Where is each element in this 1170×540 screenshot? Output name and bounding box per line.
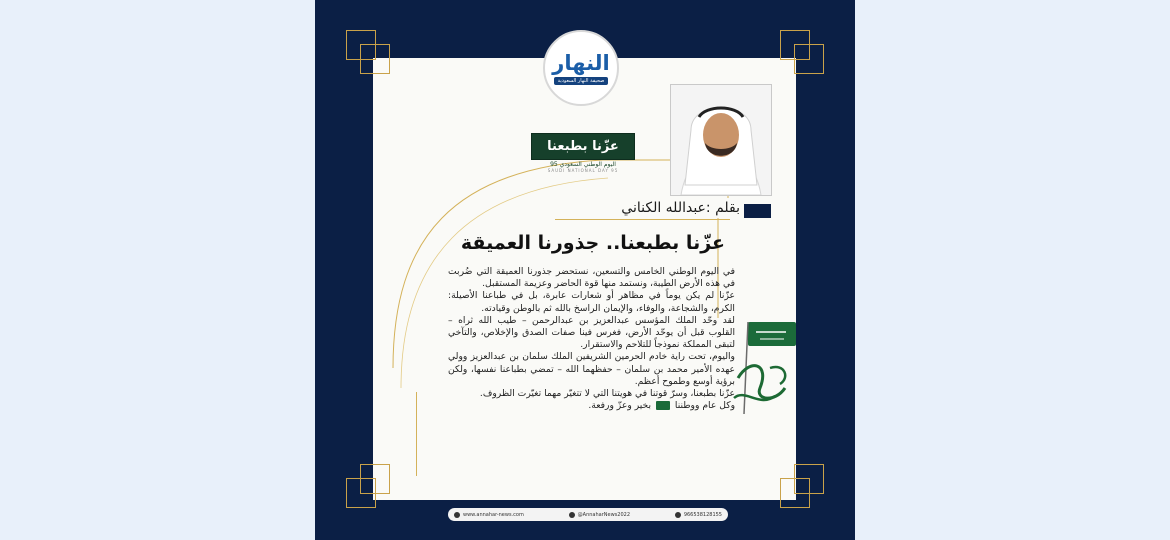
globe-icon: [454, 512, 460, 518]
national-day-emblem: [730, 318, 800, 414]
badge-title: عزّنا بطبعنا: [531, 133, 635, 160]
article-paragraph: واليوم، تحت راية خادم الحرمين الشريفين الملك سلمان بن عبدالعزيز وولي عهده الأمير محمد بن سلمان – حفظهما الله – تمضي بطباعنا نفسها، ولكن برؤية أوسع وطموح أعظم.: [448, 351, 735, 387]
corner-decoration: [794, 464, 824, 494]
saudi-flag-icon: [656, 401, 670, 410]
article-title: عزّنا بطبعنا.. جذورنا العميقة: [460, 232, 725, 254]
whatsapp-icon: [675, 512, 681, 518]
divider-line: [555, 219, 730, 220]
badge-subtitle: اليوم الوطني السعودي 95: [550, 161, 616, 168]
author-marker: [744, 204, 771, 218]
phone-text: 966538128155: [683, 511, 722, 518]
corner-decoration: [794, 44, 824, 74]
article-paragraph: في اليوم الوطني الخامس والتسعين، نستحضر جذورنا العميقة التي ضُربت في هذه الأرض الطيبة، ونستمد منها قوة الحاضر وعزيمة المستقبل.: [448, 266, 735, 290]
article-closing: [448, 400, 735, 412]
footer-bar: [448, 508, 728, 521]
author-photo: [670, 84, 772, 196]
divider-line: [416, 392, 417, 476]
badge-subtitle-en: SAUDI NATIONAL DAY 95: [547, 168, 619, 173]
footer-phone[interactable]: [675, 512, 722, 518]
logo-text: النهار: [552, 50, 610, 75]
article-paragraph: عزّنا لم يكن يوماً في مظاهر أو شعارات عابرة، بل في طباعنا الأصيلة: الكرم، والشجاعة، والوفاء، والإيمان الراسخ بالله ثم بالوطن وقيادته.: [448, 290, 735, 314]
footer-website[interactable]: [454, 512, 524, 518]
article-paragraph: لقد وحّد الملك المؤسس عبدالعزيز بن عبدالرحمن – طيب الله ثراه – القلوب قبل أن يوحّد الأرض، فغرس فينا صفات الصدق والإخلاص، والتآخي لتبقى المملكة نموذجاً للتلاحم والاستقرار.: [448, 314, 735, 351]
footer-social[interactable]: [569, 512, 630, 518]
website-text: www.annahar-news.com: [463, 511, 524, 518]
logo-subtitle: صحيفة النهار السعودية: [554, 77, 609, 85]
closing-text: وكل عام ووطننا: [674, 400, 735, 412]
author-byline: بقلم :عبدالله الكناني: [621, 200, 740, 216]
brand-logo: [543, 30, 619, 106]
social-icon: [569, 512, 575, 518]
article-paragraph: عزّنا بطبعنا، وسرّ قوتنا في هويتنا التي لا تتغيّر مهما تغيّرت الظروف.: [479, 388, 735, 400]
closing-text: بخير وعزّ ورفعة.: [588, 400, 652, 412]
national-day-badge: [531, 133, 635, 175]
article-body: [448, 266, 735, 412]
social-text: @AnnaharNews2022: [577, 511, 631, 518]
